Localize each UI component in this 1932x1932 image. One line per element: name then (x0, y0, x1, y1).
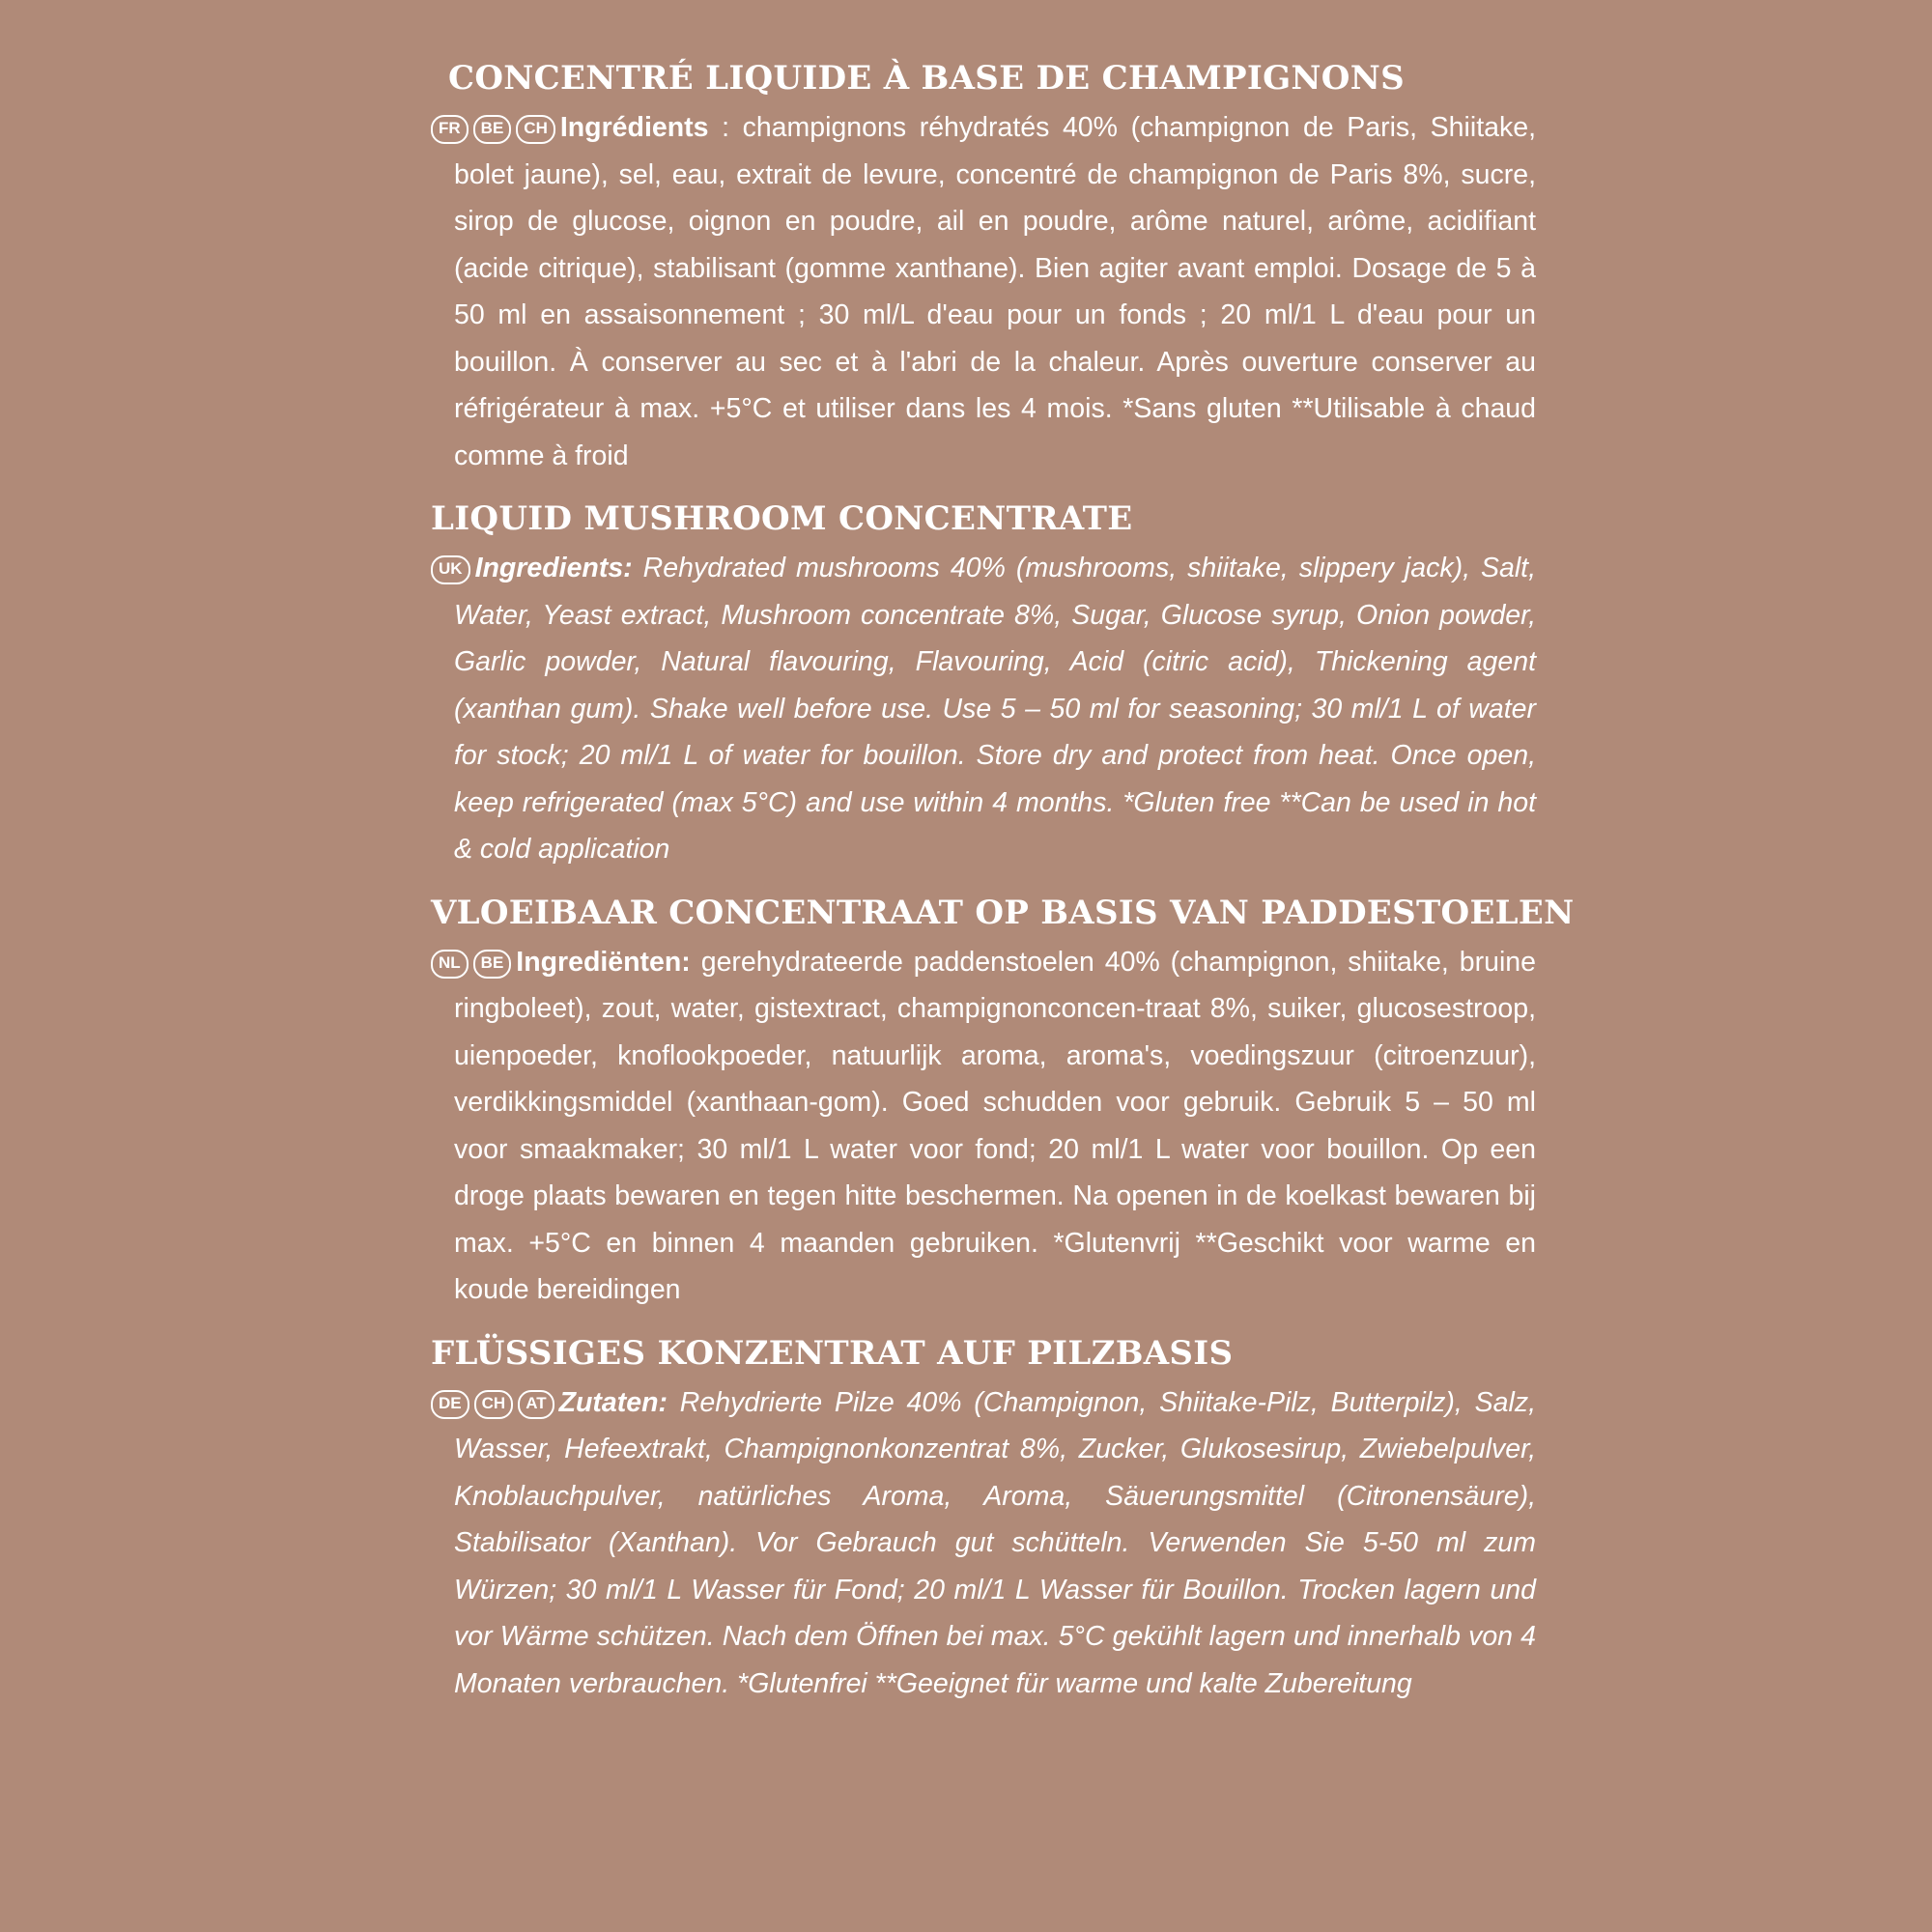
section-title-french: CONCENTRÉ LIQUIDE À BASE DE CHAMPIGNONS (448, 59, 1405, 98)
section-german (431, 1327, 1536, 1708)
country-badge-uk: UK (431, 555, 470, 584)
ingredients-text-german: Rehydrierte Pilze 40% (Champignon, Shiitake-Pilz, Butterpilz), Salz, Wasser, Hefeextrakt, Champignonkonzentrat 8%, Zucker, Glukosesirup, Zwiebelpulver, Knoblauchpulver, natürliches Aroma, Aroma, Säuerungsmittel (Citronensäure), Stabilisator (Xanthan). Vor Gebrauch gut schütteln. Verwenden Sie 5-50 ml zum Würzen; 30 ml/1 L Wasser für Fond; 20 ml/1 L Wasser für Bouillon. Trocken lagern und vor Wärme schützen. Nach dem Öffnen bei max. 5°C gekühlt lagern und innerhalb von 4 Monaten verbrauchen. *Glutenfrei **Geeignet für warme und kalte Zubereitung (454, 1386, 1536, 1699)
section-body-german (431, 1379, 1536, 1708)
section-dutch (431, 887, 1575, 1314)
country-badge-fr: FR (431, 115, 469, 144)
label-separator-dutch (691, 947, 701, 978)
section-french (431, 52, 1536, 479)
ingredients-text-dutch: gerehydrateerde paddenstoelen 40% (champignon, shiitake, bruine ringboleet), zout, water, gistextract, champignonconcen-traat 8%, suiker, glucosestroop, uienpoeder, knoflookpoeder, natuurlijk aroma, aroma's, voedingszuur (citroenzuur), verdikkingsmiddel (xanthaan-gom). Goed schudden voor gebruik. Gebruik 5 – 50 ml voor smaakmaker; 30 ml/1 L water voor fond; 20 ml/1 L water voor bouillon. Op een droge plaats bewaren en tegen hitte beschermen. Na openen in de koelkast bewaren bij max. +5°C en binnen 4 maanden gebruiken. *Glutenvrij **Geschikt voor warme en koude bereidingen (454, 946, 1536, 1305)
ingredients-label-english: Ingredients: (474, 553, 633, 583)
country-badge-be: BE (473, 115, 512, 144)
ingredients-text-english: Rehydrated mushrooms 40% (mushrooms, shiitake, slippery jack), Salt, Water, Yeast extract, Mushroom concentrate 8%, Sugar, Glucose syrup, Onion powder, Garlic powder, Natural flavouring, Flavouring, Acid (citric acid), Thickening agent (xanthan gum). Shake well before use. Use 5 – 50 ml for seasoning; 30 ml/1 L of water for stock; 20 ml/1 L of water for bouillon. Store dry and protect from heat. Once open, keep refrigerated (max 5°C) and use within 4 months. *Gluten free **Can be used in hot & cold application (454, 553, 1537, 865)
country-badge-nl: NL (431, 950, 469, 979)
label-separator-french: : (708, 112, 743, 143)
ingredients-text-french: champignons réhydratés 40% (champignon de Paris, Shiitake, bolet jaune), sel, eau, extrait de levure, concentré de champignon de Paris 8%, sucre, sirop de glucose, oignon en poudre, ail en poudre, arôme naturel, arôme, acidifiant (acide citrique), stabilisant (gomme xanthane). Bien agiter avant emploi. Dosage de 5 à 50 ml en assaisonnement ; 30 ml/L d'eau pour un fonds ; 20 ml/1 L d'eau pour un bouillon. À conserver au sec et à l'abri de la chaleur. Après ouverture conserver au réfrigérateur à max. +5°C et utiliser dans les 4 mois. *Sans gluten **Utilisable à chaud comme à froid (454, 112, 1536, 471)
section-title-dutch: VLOEIBAAR CONCENTRAAT OP BASIS VAN PADDESTOELEN (431, 893, 1575, 932)
country-badge-ch: CH (516, 115, 555, 144)
ingredients-label-french: Ingrédients (559, 112, 709, 143)
section-body-french (431, 104, 1536, 479)
section-english (431, 493, 1536, 873)
label-separator-german (668, 1387, 680, 1418)
country-badge-be: BE (473, 950, 512, 979)
section-title-english: LIQUID MUSHROOM CONCENTRATE (431, 499, 1133, 538)
country-badge-at: AT (518, 1390, 554, 1419)
country-badge-ch: CH (474, 1390, 514, 1419)
section-body-dutch (431, 939, 1536, 1314)
ingredients-label-dutch: Ingrediënten: (516, 946, 691, 978)
section-body-english (431, 545, 1536, 873)
label-separator-english (633, 553, 643, 583)
ingredients-panel (431, 52, 1575, 1720)
ingredients-label-german: Zutaten: (558, 1386, 668, 1418)
section-title-german: FLÜSSIGES KONZENTRAT AUF PILZBASIS (431, 1333, 1234, 1373)
country-badge-de: DE (431, 1390, 469, 1419)
